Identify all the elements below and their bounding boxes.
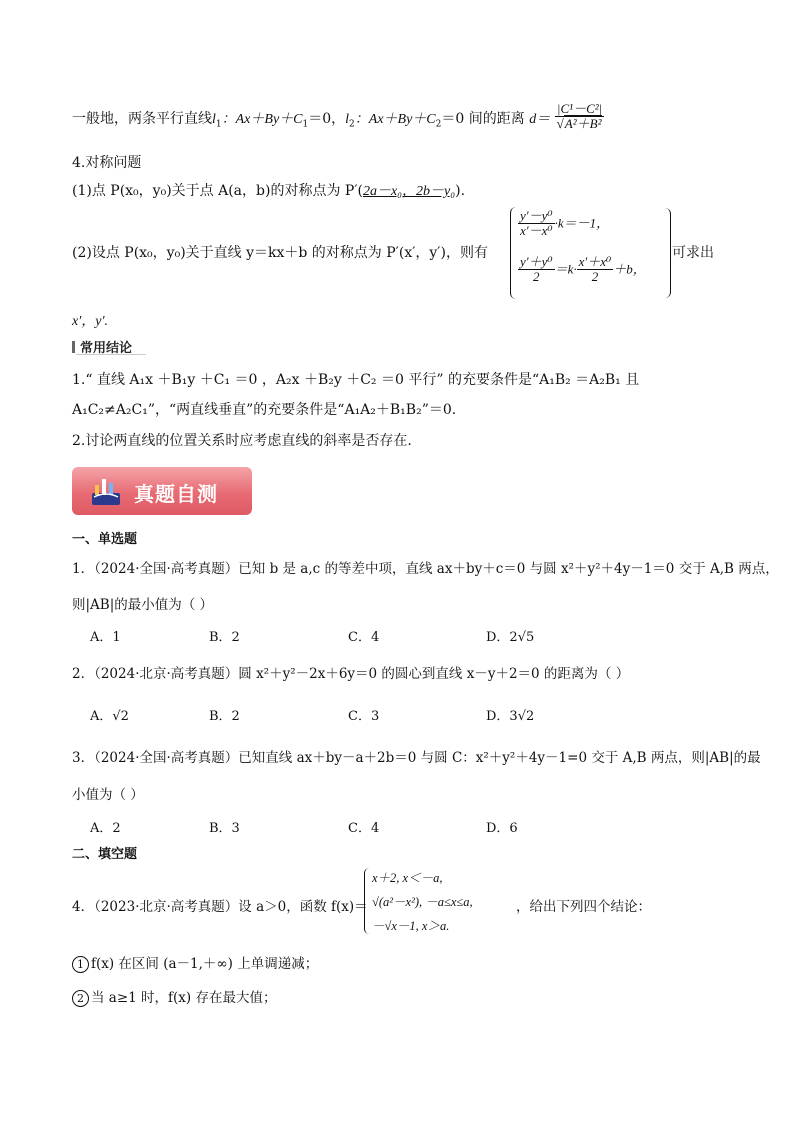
q3-option-d[interactable]: D．6 [486,821,518,836]
part1-title: 一、单选题 [72,532,138,547]
q1-option-c[interactable]: C．4 [348,630,380,645]
q4-lead: 4．（2023·北京·高考真题）设 a＞0，函数 f(x)＝ [72,899,368,915]
circled-number-1: 1 [72,956,89,973]
system-eq-1: $\frac{\text{y′－y⁰}}{\text{x′－x⁰}}$ ·k＝－1， [520,208,610,239]
symmetry-heading: 4.对称问题 [72,155,142,171]
equation-system [510,205,670,301]
circled-number-2: 2 [72,990,89,1007]
q2-option-a[interactable]: A．√2 [90,709,129,724]
piecewise-brace [364,868,370,934]
section-bar [72,341,75,353]
q4-conclusion-1: 1 f(x) 在区间 (a－1,＋∞) 上单调递减； [72,952,318,973]
symmetry-item-2-cont: x′，y′. [72,314,109,329]
q3-option-c[interactable]: C．4 [348,821,380,836]
q3-line-1: 3．（2024·全国·高考真题）已知直线 ax＋by－a＋2b＝0 与圆 C：x²＋y²＋4y－1=0 交于 A,B 两点，则|AB|的最 [72,750,761,766]
q3-line-2: 小值为（ ） [72,787,144,803]
q4-case-3: －√x－1, x＞a. [372,919,450,933]
banner-label: 真题自测 [134,482,218,506]
q1-option-b[interactable]: B．2 [209,630,240,645]
conclusion-line-2: A₁C₂≠A₂C₁”，“两直线垂直”的充要条件是“A₁A₂＋B₁B₂”＝0. [72,402,457,418]
symmetry-item-2-after: 可求出 [672,245,714,261]
conclusion-line-3: 2.讨论两直线的位置关系时应考虑直线的斜率是否存在. [72,433,412,449]
q4-tail: ，给出下列四个结论： [516,899,651,915]
q2-line-1: 2．（2024·北京·高考真题）圆 x²＋y²－2x＋6y＝0 的圆心到直线 x－y＋2＝0 的距离为（ ） [72,666,630,682]
symmetric-point-result: 2a－x₀，2b－y₀ [362,184,456,199]
q1-line-2: 则|AB|的最小值为（ ） [72,597,214,613]
q4-conclusion-2: 2 当 a≥1 时，f(x) 存在最大值； [72,986,276,1007]
q1-line-1: 1．（2024·全国·高考真题）已知 b 是 a,c 的等差中项，直线 ax＋by＋c＝0 与圆 x²＋y²＋4y－1＝0 交于 A,B 两点， [72,561,779,577]
symmetry-item-1: (1)点 P(x₀，y₀)关于点 A(a，b)的对称点为 P′(2a－x₀，2b－y₀). [72,183,466,199]
section-title-conclusions: 常用结论 [80,341,133,356]
q3-option-b[interactable]: B．3 [209,821,240,836]
real-exam-banner [72,467,252,515]
part2-title: 二、填空题 [72,847,138,862]
q2-option-c[interactable]: C．3 [348,709,380,724]
q4-case-2: √(a²－x²), －a≤x≤a, [372,895,473,909]
conclusion-line-1: 1.“ 直线 A₁x ＋B₁y ＋C₁ ＝0 ，A₂x ＋B₂y ＋C₂ ＝0 平行” 的充要条件是“A₁B₂ ＝A₂B₁ 且 [72,372,640,388]
q2-option-d[interactable]: D．3√2 [486,709,535,724]
system-right-brace [664,208,671,298]
symmetry-item-2: (2)设点 P(x₀，y₀)关于直线 y＝kx＋b 的对称点为 P′(x′，y′)，则有 [72,245,488,261]
intro-lead: 一般地，两条平行直线 [72,110,212,127]
q1-option-a[interactable]: A．1 [90,630,121,645]
q3-option-a[interactable]: A．2 [90,821,121,836]
book-chart-icon [90,475,122,509]
q1-option-d[interactable]: D．2√5 [486,630,535,645]
distance-fraction: $\frac{\text{|C¹－C²|}}{\text{√A²＋B²}}$ [555,102,605,132]
intro-line: 一般地，两条平行直线$l_1$：$Ax+By+C_1=0$，$l_2$：$Ax+By+C_2=0$ 间的距离 d＝ $\frac{\text{|C¹－C²|}}{\text{√A²＋B²}}$ [72,104,604,134]
section-title-underline [76,354,146,355]
q4-case-1: x＋2, x＜－a, [372,871,443,885]
system-left-brace [510,207,517,299]
system-eq-2: $\frac{\text{y′＋y⁰}}{2}$ ＝k· $\frac{\text{x′＋x⁰}}{2}$ ＋b， [520,254,646,285]
q2-option-b[interactable]: B．2 [209,709,240,724]
